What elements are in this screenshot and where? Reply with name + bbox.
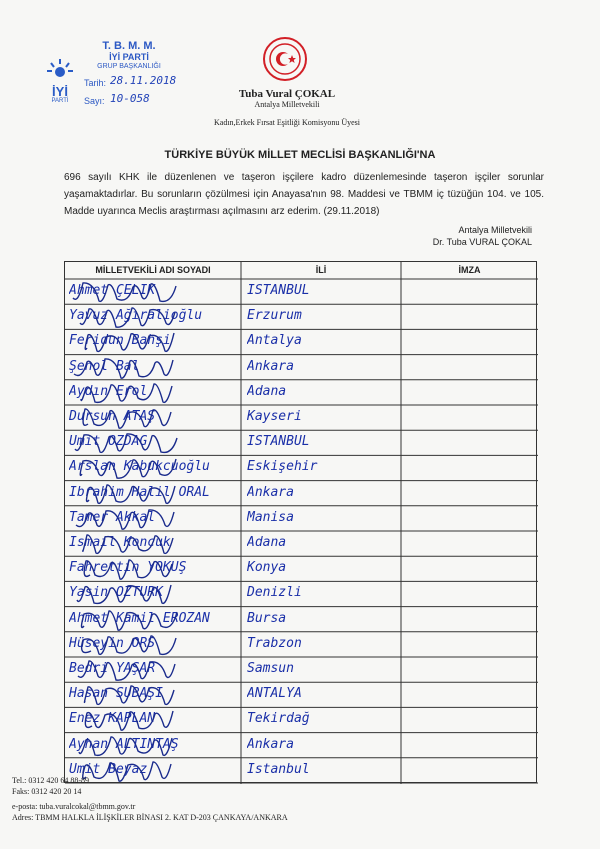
signature-scribble <box>65 658 195 684</box>
footer-tel: Tel.: 0312 420 64 88-89 <box>12 776 89 785</box>
table-row-name: Feridun Bahşi <box>69 333 171 349</box>
header-city: İLİ <box>315 265 327 275</box>
table-row-city: Tekirdağ <box>247 711 310 727</box>
signature-scribble <box>65 734 195 760</box>
table-row-name: Şenol Bal <box>69 358 140 374</box>
signature-scribble <box>65 406 195 432</box>
signature-scribble <box>65 482 195 508</box>
signature-scribble <box>65 280 195 306</box>
table-row-city: Eskişehir <box>247 459 318 475</box>
table-row-name: Dursun ATAŞ <box>69 409 156 424</box>
table-row-city: Konya <box>247 560 287 576</box>
iyi-party-logo <box>46 58 74 104</box>
table-row-city: Denizli <box>247 585 302 601</box>
sun-icon <box>46 58 74 80</box>
table-row-city: Ankara <box>247 736 294 752</box>
table-row-city: Adana <box>247 535 287 550</box>
signature-name: Dr. Tuba VURAL ÇOKAL <box>432 237 532 247</box>
stamp-date-value: 28.11.2018 <box>110 74 177 87</box>
document-title: TÜRKİYE BÜYÜK MİLLET MECLİSİ BAŞKANLIĞI'NA <box>164 149 436 161</box>
footer <box>12 775 432 823</box>
logo-text: İYİ <box>52 84 68 99</box>
table-row-name: Tamer Akkal <box>69 509 156 525</box>
signature-scribble <box>65 356 195 382</box>
stamp-number-label: Sayı: <box>84 96 105 106</box>
signature-scribble <box>65 456 195 482</box>
table-row-city: Manisa <box>247 509 294 525</box>
signature-role: Antalya Milletvekili <box>458 225 532 235</box>
table-row-city: İSTANBUL <box>247 434 310 450</box>
signature-scribble <box>65 330 195 356</box>
table-row-name: Ümit ÖZDAĞ <box>69 434 148 450</box>
stamp-line1: T. B. M. M. <box>102 40 156 52</box>
signature-block <box>392 224 532 248</box>
table-row-city: İstanbul <box>247 761 310 777</box>
stamp-line3: GRUP BAŞKANLIĞI <box>97 63 161 70</box>
stamp-line2: İYİ PARTİ <box>109 52 149 62</box>
table-row-city: Erzurum <box>247 308 302 324</box>
table-row-city: Kayseri <box>247 409 302 424</box>
signature-scribble <box>65 507 195 533</box>
signature-scribble <box>65 608 195 634</box>
table-row-name: İbrahim Halil ORAL <box>69 484 210 500</box>
signature-scribble <box>65 633 195 659</box>
table-row-name: Aydın Erol <box>69 383 148 399</box>
footer-email: e-posta: tuba.vuralcokal@tbmm.gov.tr <box>12 802 136 811</box>
signature-scribble <box>65 708 195 734</box>
footer-address: Adres: TBMM HALKLA İLİŞKİLER BİNASI 2. KAT D-203 ÇANKAYA/ANKARA <box>12 813 288 822</box>
signature-scribble <box>65 381 195 407</box>
table-row-city: Ankara <box>247 358 294 374</box>
table-row-name: Enez KAPLAN <box>69 711 156 727</box>
stamp-number-value: 10-058 <box>110 92 150 105</box>
table-row-name: Yavuz Ağıralioğlu <box>69 308 203 324</box>
signature-scribble <box>65 683 195 709</box>
table-row-city: Adana <box>247 383 287 399</box>
table-row-name: Arslan Kabukcuoğlu <box>69 459 210 475</box>
table-row-name: Yasin ÖZTÜRK <box>69 585 163 601</box>
table-row-name: Hüseyin ÖRS <box>69 635 156 651</box>
table-row-city: Ankara <box>247 484 294 500</box>
table-row-name: Bedri YAŞAR <box>69 661 156 676</box>
table-row-name: Fahrettin YOKUŞ <box>69 560 187 576</box>
signature-scribble <box>65 582 195 608</box>
footer-fax: Faks: 0312 420 20 14 <box>12 787 82 796</box>
table-row-city: Samsun <box>247 661 294 676</box>
mp-name: Tuba Vural ÇOKAL <box>238 88 336 100</box>
table-row-name: Ahmet ÇELİK <box>69 283 156 298</box>
tbmm-seal-icon <box>262 36 308 82</box>
table-row-name: Ayhan ALTINTAŞ <box>69 736 179 752</box>
table-row-city: ANTALYA <box>247 686 302 702</box>
table-row-city: İSTANBUL <box>247 283 310 298</box>
table-row-name: Ahmet Kamil EROZAN <box>69 610 210 626</box>
table-row-name: İsmail Koncuk <box>69 535 171 550</box>
signature-scribble <box>65 532 195 558</box>
header-signature: İMZA <box>458 265 481 275</box>
header-name: MİLLETVEKİLİ ADI SOYADI <box>95 265 211 275</box>
mp-committee: Kadın,Erkek Fırsat Eşitliği Komisyonu Üyesi <box>214 118 360 127</box>
mp-role: Antalya Milletvekili <box>254 100 320 109</box>
document-body: 696 sayılı KHK ile düzenlenen ve taşeron işçilere kadro düzenlemesinde taşeron işçiler sorunlar yaşamaktadırlar. Bu sorunların çözülmesi için Anayasa'nın 98. Maddesi ve TBMM iç tüzüğün 104. ve 105. Madde uyarınca Meclis araştırması açılmasını arz ederim. (29.11.2018) <box>64 172 544 217</box>
signature-scribble <box>65 557 195 583</box>
signature-table <box>64 261 537 783</box>
logo-sub: PARTİ <box>51 98 69 104</box>
table-row-name: Hasan SUBAŞI <box>69 686 163 702</box>
received-stamp <box>44 38 179 106</box>
table-row-city: Bursa <box>247 610 287 626</box>
stamp-date-label: Tarih: <box>84 78 107 88</box>
signature-scribble <box>65 305 195 331</box>
table-row-city: Trabzon <box>247 635 302 651</box>
signature-scribble <box>65 431 195 457</box>
table-row-name: Ümit Beyaz <box>69 761 148 777</box>
table-row-city: Antalya <box>247 333 302 349</box>
